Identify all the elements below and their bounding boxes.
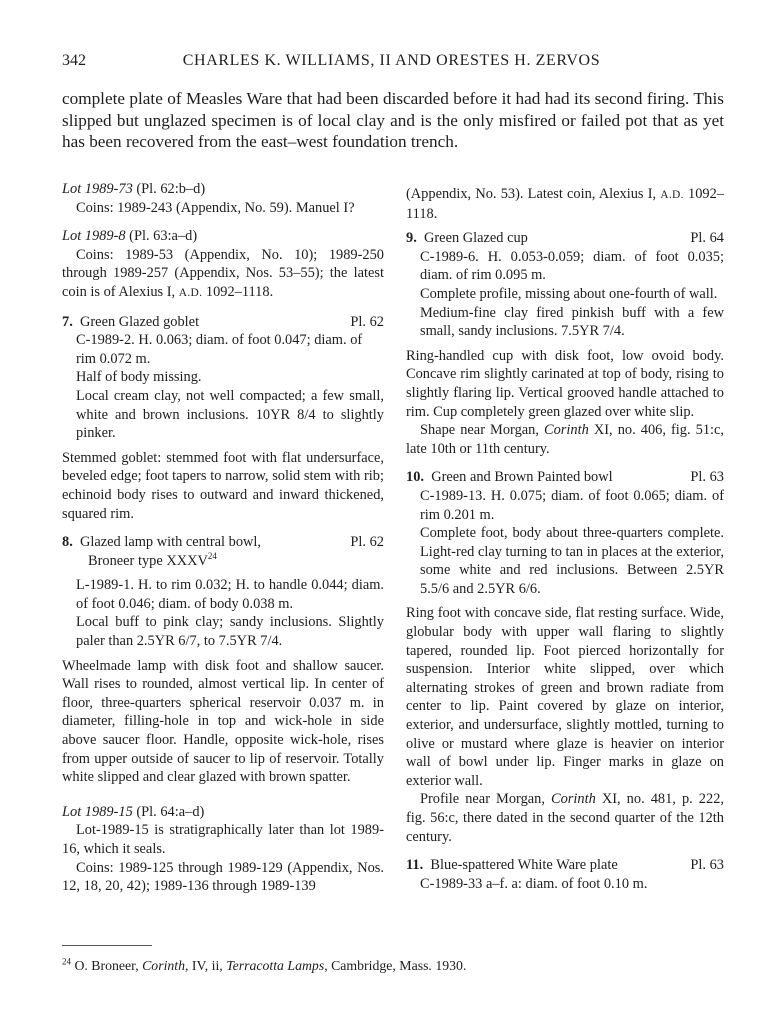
entry-7-heading: 7. Green Glazed goblet Pl. 62: [62, 313, 384, 330]
entry-8-heading: 8. Glazed lamp with central bowl, Broneer type XXXV$^{24}$ Pl. 62: [62, 534, 384, 569]
page-number: 342: [62, 52, 86, 69]
entry-11-heading: 11. Blue-spattered White Ware plate Pl. 63: [406, 857, 724, 874]
running-title: CHARLES K. WILLIAMS, II AND ORESTES H. ZERVOS: [182, 52, 601, 69]
entry-10-profile: Profile near Morgan, Corinth XI, no. 481, p. 222, fig. 56:c, there dated in the second quarter of the 12th century.: [406, 791, 724, 845]
entry-9-shape: Shape near Morgan, Corinth XI, no. 406, fig. 51:c, late 10th or 11th century.: [406, 422, 725, 457]
right-column: [406, 185, 724, 893]
lot-1989-8-coins: Coins: 1989-53 (Appendix, No. 10); 1989-250 through 1989-257 (Appendix, Nos. 53–55); the latest coin is of Alexius I, A.D. 1092–1118.: [62, 246, 384, 300]
entry-8-line1: L-1989-1. H. to rim 0.032; H. to handle 0.044; diam. of foot 0.046; diam. of body 0.038 m.: [76, 577, 384, 612]
entry-9-line1: C-1989-6. H. 0.053-0.059; diam. of foot 0.035; diam. of rim 0.095 m.: [420, 248, 724, 284]
lot-1989-15-heading: Lot 1989-15 (Pl. 64:a–d): [62, 803, 205, 820]
entry-10-plate: Pl. 63: [690, 469, 724, 486]
entry-9-description: Ring-handled cup with disk foot, low ovoid body. Concave rim slightly carinated at top of body, rising to slightly flaring lip. Vertical grooved handle attached to rim. Cup completely green glazed over white slip.: [406, 347, 724, 420]
lot-1989-73-coins: Coins: 1989-243 (Appendix, No. 59). Manuel I?: [76, 199, 355, 216]
entry-7-title: Green Glazed goblet: [80, 313, 200, 330]
entry-8-plate: Pl. 62: [350, 534, 384, 551]
entry-10-line1: C-1989-13. H. 0.075; diam. of foot 0.065; diam. of rim 0.201 m.: [420, 487, 724, 523]
entry-10-line2: Complete foot, body about three-quarters complete. Light-red clay turning to tan in places at the exterior, some white and red inclusions. Between 2.5YR 5.5/6 and 2.5YR 6/6.: [420, 525, 724, 597]
entry-9-line3: Medium-fine clay fired pinkish buff with a few small, sandy inclusions. 7.5YR 7/4.: [420, 304, 724, 340]
entry-9-title: Green Glazed cup: [424, 230, 528, 247]
entry-9-line2: Complete profile, missing about one-fourth of wall.: [420, 285, 718, 302]
entry-11-title: Blue-spattered White Ware plate: [430, 857, 618, 874]
lot-1989-15-coins-continued: (Appendix, No. 53). Latest coin, Alexius I, A.D. 1092–1118.: [406, 186, 724, 222]
entry-7-line2: Half of body missing.: [76, 369, 202, 386]
lot-1989-73-heading: Lot 1989-73 (Pl. 62:b–d): [62, 181, 206, 197]
entry-7-line1: C-1989-2. H. 0.063; diam. of foot 0.047; diam. of rim 0.072 m.: [76, 332, 363, 367]
footnote-ref-24: 24: [207, 550, 217, 561]
footnote-24: $^{24}$ O. Broneer, Corinth, IV, ii, Terracotta Lamps, Cambridge, Mass. 1930.: [62, 956, 467, 973]
page-header: [62, 52, 721, 74]
entry-8-description: Wheelmade lamp with disk foot and shallow saucer. Wall rises to rounded, almost vertical lip. In center of floor, three-quarters spherical reservoir 0.037 m. in diameter, filling-hole in top and wick-hole in side above saucer floor. Handle, opposite wick-hole, rises from upper outside of saucer to lip of reservoir. Totally white slipped and clear glazed with brown spatter.: [62, 657, 384, 786]
intro-paragraph: complete plate of Measles Ware that had been discarded before it had had its second firing. This slipped but unglazed specimen is of local clay and is the only misfired or failed pot that as yet has been recovered from the east–west foundation trench.: [62, 89, 724, 151]
entry-7-description: Stemmed goblet: stemmed foot with flat undersurface, beveled edge; foot tapers to narrow, solid stem with rib; echinoid body rises to outward and inward thickened, squared rim.: [62, 449, 384, 522]
entry-10-description: Ring foot with concave side, flat resting surface. Wide, globular body with upper wall flaring to slightly tapered, rounded lip. Foot pierced horizontally for suspension. Interior white slipped, over which alternating strokes of green and brown radiate from center to lip. Paint covered by glaze on interior, exterior, and undersurface, slightly mottled, turning to olive or mustard where glaze is heavier on interior wall of bowl under lip. Finger marks in glaze on exterior wall.: [406, 605, 724, 789]
entry-7-plate: Pl. 62: [350, 313, 384, 330]
entry-9-heading: 9. Green Glazed cup Pl. 64: [406, 230, 724, 247]
entry-10-heading: 10. Green and Brown Painted bowl Pl. 63: [406, 469, 724, 486]
entry-11-plate: Pl. 63: [690, 857, 724, 874]
lot-1989-15-coins: Coins: 1989-125 through 1989-129 (Appendix, Nos. 12, 18, 20, 42); 1989-136 through 1989-139: [62, 859, 384, 895]
entry-9-plate: Pl. 64: [690, 230, 724, 247]
lot-1989-8-heading: Lot 1989-8 (Pl. 63:a–d): [62, 228, 198, 245]
footnote-rule: [62, 945, 152, 946]
entry-11-line1: C-1989-33 a–f. a: diam. of foot 0.10 m.: [420, 875, 648, 892]
entry-10-title: Green and Brown Painted bowl: [431, 469, 613, 486]
lot-1989-15-paragraph: Lot-1989-15 is stratigraphically later than lot 1989-16, which it seals.: [62, 822, 384, 857]
entry-7-line3: Local cream clay, not well compacted; a few small, white and brown inclusions. 10YR 8/4 to slightly pinker.: [76, 387, 384, 442]
entry-8-line2: Local buff to pink clay; sandy inclusions. Slightly paler than 2.5YR 6/7, to 7.5YR 7/4.: [76, 614, 384, 650]
left-column: [62, 180, 384, 896]
